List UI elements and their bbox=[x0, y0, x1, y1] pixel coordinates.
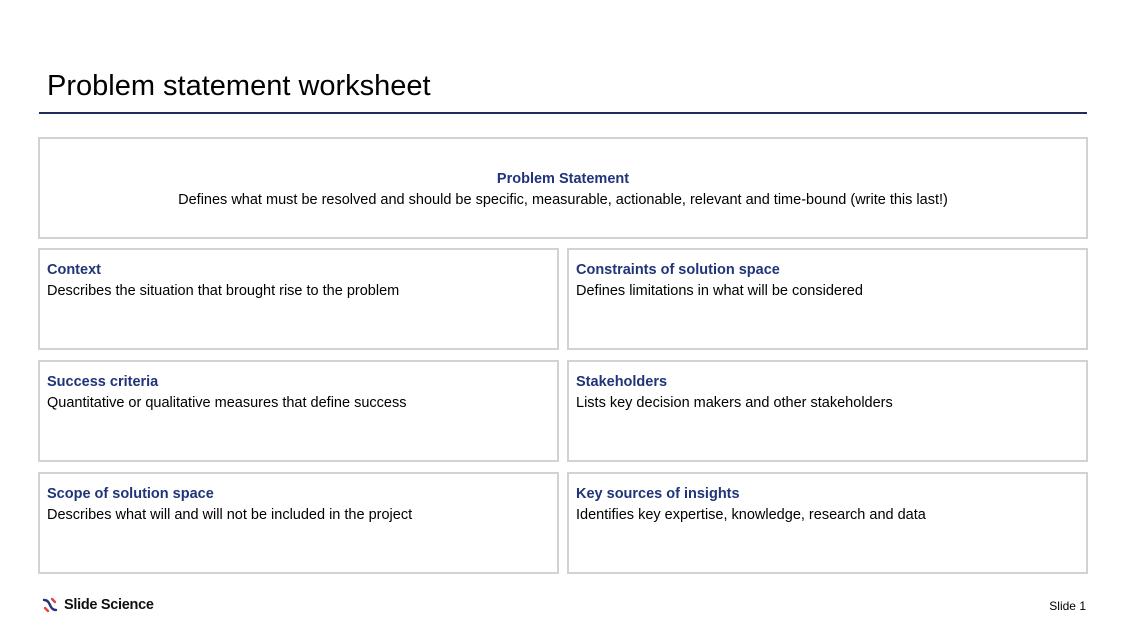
stakeholders-label: Stakeholders bbox=[576, 374, 668, 390]
footer-brand-name: Slide Science bbox=[64, 597, 154, 613]
scope-description: Describes what will and will not be included in the project bbox=[47, 507, 413, 523]
key-sources-box bbox=[567, 472, 1088, 574]
context-description: Describes the situation that brought rise to the problem bbox=[47, 283, 400, 299]
problem-statement-description: Defines what must be resolved and should be specific, measurable, actionable, relevant and time-bound (write this last!) bbox=[178, 192, 948, 208]
success-criteria-description: Quantitative or qualitative measures that define success bbox=[47, 395, 407, 411]
problem-statement-label: Problem Statement bbox=[496, 171, 630, 187]
context-box bbox=[38, 248, 559, 350]
context-label: Context bbox=[47, 262, 101, 278]
key-sources-description: Identifies key expertise, knowledge, research and data bbox=[576, 507, 926, 523]
scope-box bbox=[38, 472, 559, 574]
key-sources-label: Key sources of insights bbox=[576, 486, 740, 502]
slide-title: Problem statement worksheet bbox=[47, 70, 431, 102]
scope-label: Scope of solution space bbox=[47, 486, 214, 502]
success-criteria-label: Success criteria bbox=[47, 374, 159, 390]
constraints-label: Constraints of solution space bbox=[576, 262, 780, 278]
title-divider bbox=[39, 112, 1087, 114]
stakeholders-description: Lists key decision makers and other stakeholders bbox=[576, 395, 893, 411]
success-criteria-box bbox=[38, 360, 559, 462]
problem-statement-box bbox=[38, 137, 1088, 239]
footer-logo bbox=[42, 596, 154, 614]
constraints-box bbox=[567, 248, 1088, 350]
slide-number: Slide 1 bbox=[1049, 599, 1086, 613]
slide-science-logo-icon bbox=[42, 597, 58, 613]
constraints-description: Defines limitations in what will be considered bbox=[576, 283, 863, 299]
stakeholders-box bbox=[567, 360, 1088, 462]
